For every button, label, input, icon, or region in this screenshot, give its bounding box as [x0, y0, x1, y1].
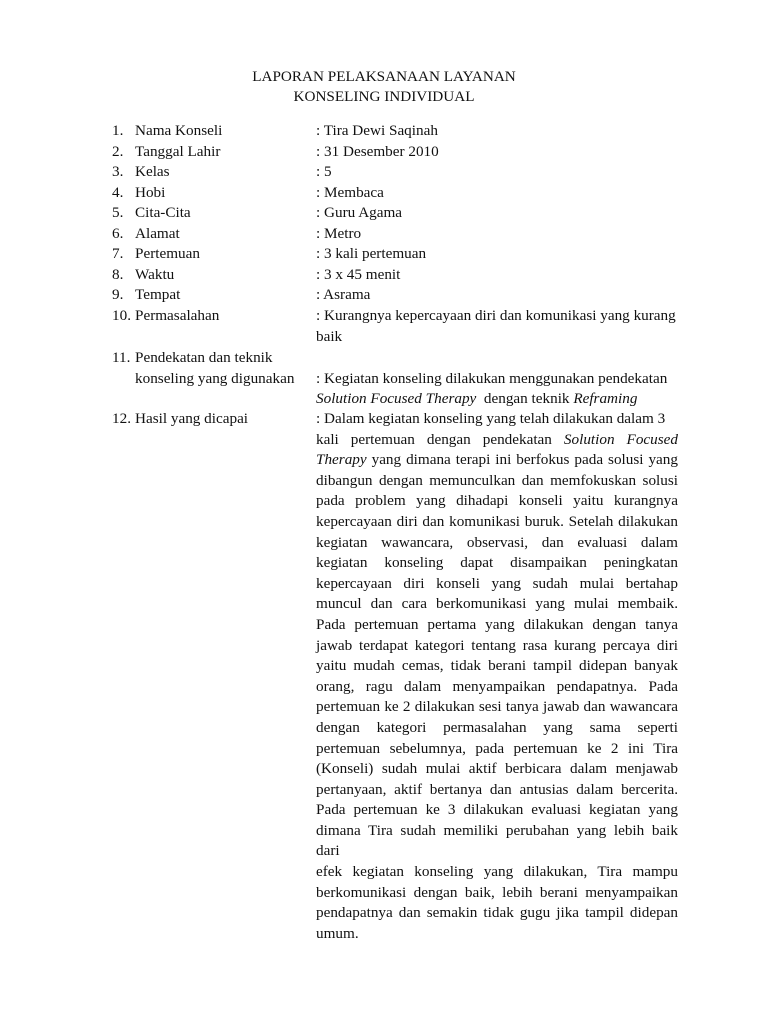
paragraph-line: muncul dan cara berkomunikasi yang mulai membaik.	[316, 595, 678, 613]
field-number: 4.	[112, 184, 124, 201]
field-number: 5.	[112, 204, 124, 221]
italic-term: Reframing	[573, 390, 638, 408]
field-label: Waktu	[135, 266, 175, 283]
field-value: : 3 kali pertemuan	[316, 245, 427, 262]
field-value: : Metro	[316, 225, 362, 242]
paragraph-text: yang dimana terapi ini berfokus pada solusi yang	[366, 451, 678, 469]
paragraph-line: : Dalam kegiatan konseling yang telah dilakukan dalam 3	[316, 410, 666, 427]
field-label: Cita-Cita	[135, 204, 191, 221]
field-label	[135, 348, 315, 389]
field-value: : Guru Agama	[316, 204, 403, 221]
paragraph-line: pada problem yang dihadapi konseli yaitu kurangnya	[316, 492, 678, 510]
field-number: 2.	[112, 143, 124, 160]
field-number: 1.	[112, 122, 124, 139]
field-value-line	[316, 389, 678, 410]
paragraph-line: umum.	[316, 924, 359, 942]
field-number: 7.	[112, 245, 124, 262]
field-label: Tanggal Lahir	[135, 143, 221, 160]
field-label: Kelas	[135, 163, 170, 180]
field-number: 9.	[112, 286, 124, 303]
field-value: : 5	[316, 163, 332, 180]
paragraph-line: dibangun dengan memunculkan dan memfokuskan solusi	[316, 471, 678, 489]
paragraph-line: pertanyaan, aktif bertanya dan antusias dalam bercerita.	[316, 780, 678, 798]
field-label: Pertemuan	[135, 245, 200, 262]
field-value: : Membaca	[316, 184, 384, 201]
paragraph-line: pertemuan ke 2 dilakukan sesi tanya jawab dan wawancara	[316, 698, 678, 716]
field-label: Permasalahan	[135, 307, 220, 324]
field-label: Hasil yang dicapai	[135, 410, 249, 427]
document-title	[0, 67, 768, 107]
field-label-line: Pendekatan dan teknik	[135, 349, 273, 366]
field-number: 8.	[112, 266, 124, 283]
paragraph-line	[316, 430, 678, 451]
italic-term: Therapy	[316, 451, 367, 469]
paragraph-line: jawab terdapat kategori tentang rasa kurang percaya diri	[316, 636, 678, 654]
field-value: : Asrama	[316, 286, 371, 303]
field-label: Nama Konseli	[135, 122, 223, 139]
paragraph-line: kegiatan konseling dapat disampaikan peningkatan	[316, 554, 678, 572]
paragraph-line: dengan kategori permasalahan yang sama seperti	[316, 718, 678, 736]
paragraph-text: kali pertemuan dengan pendekatan	[316, 430, 564, 448]
value-text: dengan teknik	[476, 390, 574, 408]
paragraph-line: yaitu mudah cemas, tidak berani tampil didepan banyak	[316, 657, 678, 675]
title-line-1: LAPORAN PELAKSANAAN LAYANAN	[252, 68, 516, 85]
paragraph-line	[316, 450, 678, 471]
field-value-paragraph	[316, 409, 678, 944]
field-value	[316, 306, 678, 347]
field-number: 3.	[112, 163, 124, 180]
field-label: Tempat	[135, 286, 181, 303]
paragraph-line: Pada pertemuan ke 3 dilakukan evaluasi kegiatan yang	[316, 801, 678, 819]
field-value-line: : Kegiatan konseling dilakukan menggunakan pendekatan	[316, 369, 668, 387]
field-value-line: : Kurangnya kepercayaan diri dan komunikasi yang kurang	[316, 307, 676, 324]
field-value: : Tira Dewi Saqinah	[316, 122, 438, 139]
field-value: : 31 Desember 2010	[316, 143, 439, 160]
field-label: Alamat	[135, 225, 180, 242]
field-number: 6.	[112, 225, 124, 242]
paragraph-line: pertemuan sebelumnya, pada pertemuan ke 2 ini Tira	[316, 739, 678, 757]
field-value: : 3 x 45 menit	[316, 266, 401, 283]
paragraph-line: (Konseli) sudah mulai aktif berbicara dalam menjawab	[316, 760, 678, 778]
field-number: 12.	[112, 410, 131, 427]
paragraph-line: Pada pertemuan pertama yang dilakukan dengan tanya	[316, 615, 678, 633]
field-number: 11.	[112, 349, 131, 366]
field-number: 10.	[112, 307, 131, 324]
paragraph-line: kegiatan wawancara, observasi, dan evaluasi dalam	[316, 533, 678, 551]
italic-term: Solution Focused	[563, 430, 678, 448]
paragraph-line: orang, ragu dalam menyampaikan pendapatnya. Pada	[316, 677, 678, 695]
field-value-line: baik	[316, 327, 343, 345]
paragraph-line: dimana Tira sudah memiliki perubahan yang lebih baik dari	[316, 821, 678, 860]
field-label: Hobi	[135, 184, 166, 201]
paragraph-line: kepercayaan diri konseli yang sudah mulai bertahap	[316, 574, 678, 592]
paragraph-line: kepercayaan diri dan komunikasi buruk. Setelah dilakukan	[316, 512, 678, 530]
paragraph-line: berkomunikasi dengan baik, lebih berani menyampaikan	[316, 883, 678, 901]
title-line-2: KONSELING INDIVIDUAL	[293, 88, 475, 105]
field-label-line: konseling yang digunakan	[135, 369, 295, 387]
field-value	[316, 369, 678, 410]
italic-term: Solution Focused Therapy	[316, 390, 477, 408]
paragraph-line: pendapatnya dan semakin tidak gugu jika tampil didepan	[316, 904, 678, 922]
paragraph-line: efek kegiatan konseling yang dilakukan, Tira mampu	[316, 863, 678, 881]
